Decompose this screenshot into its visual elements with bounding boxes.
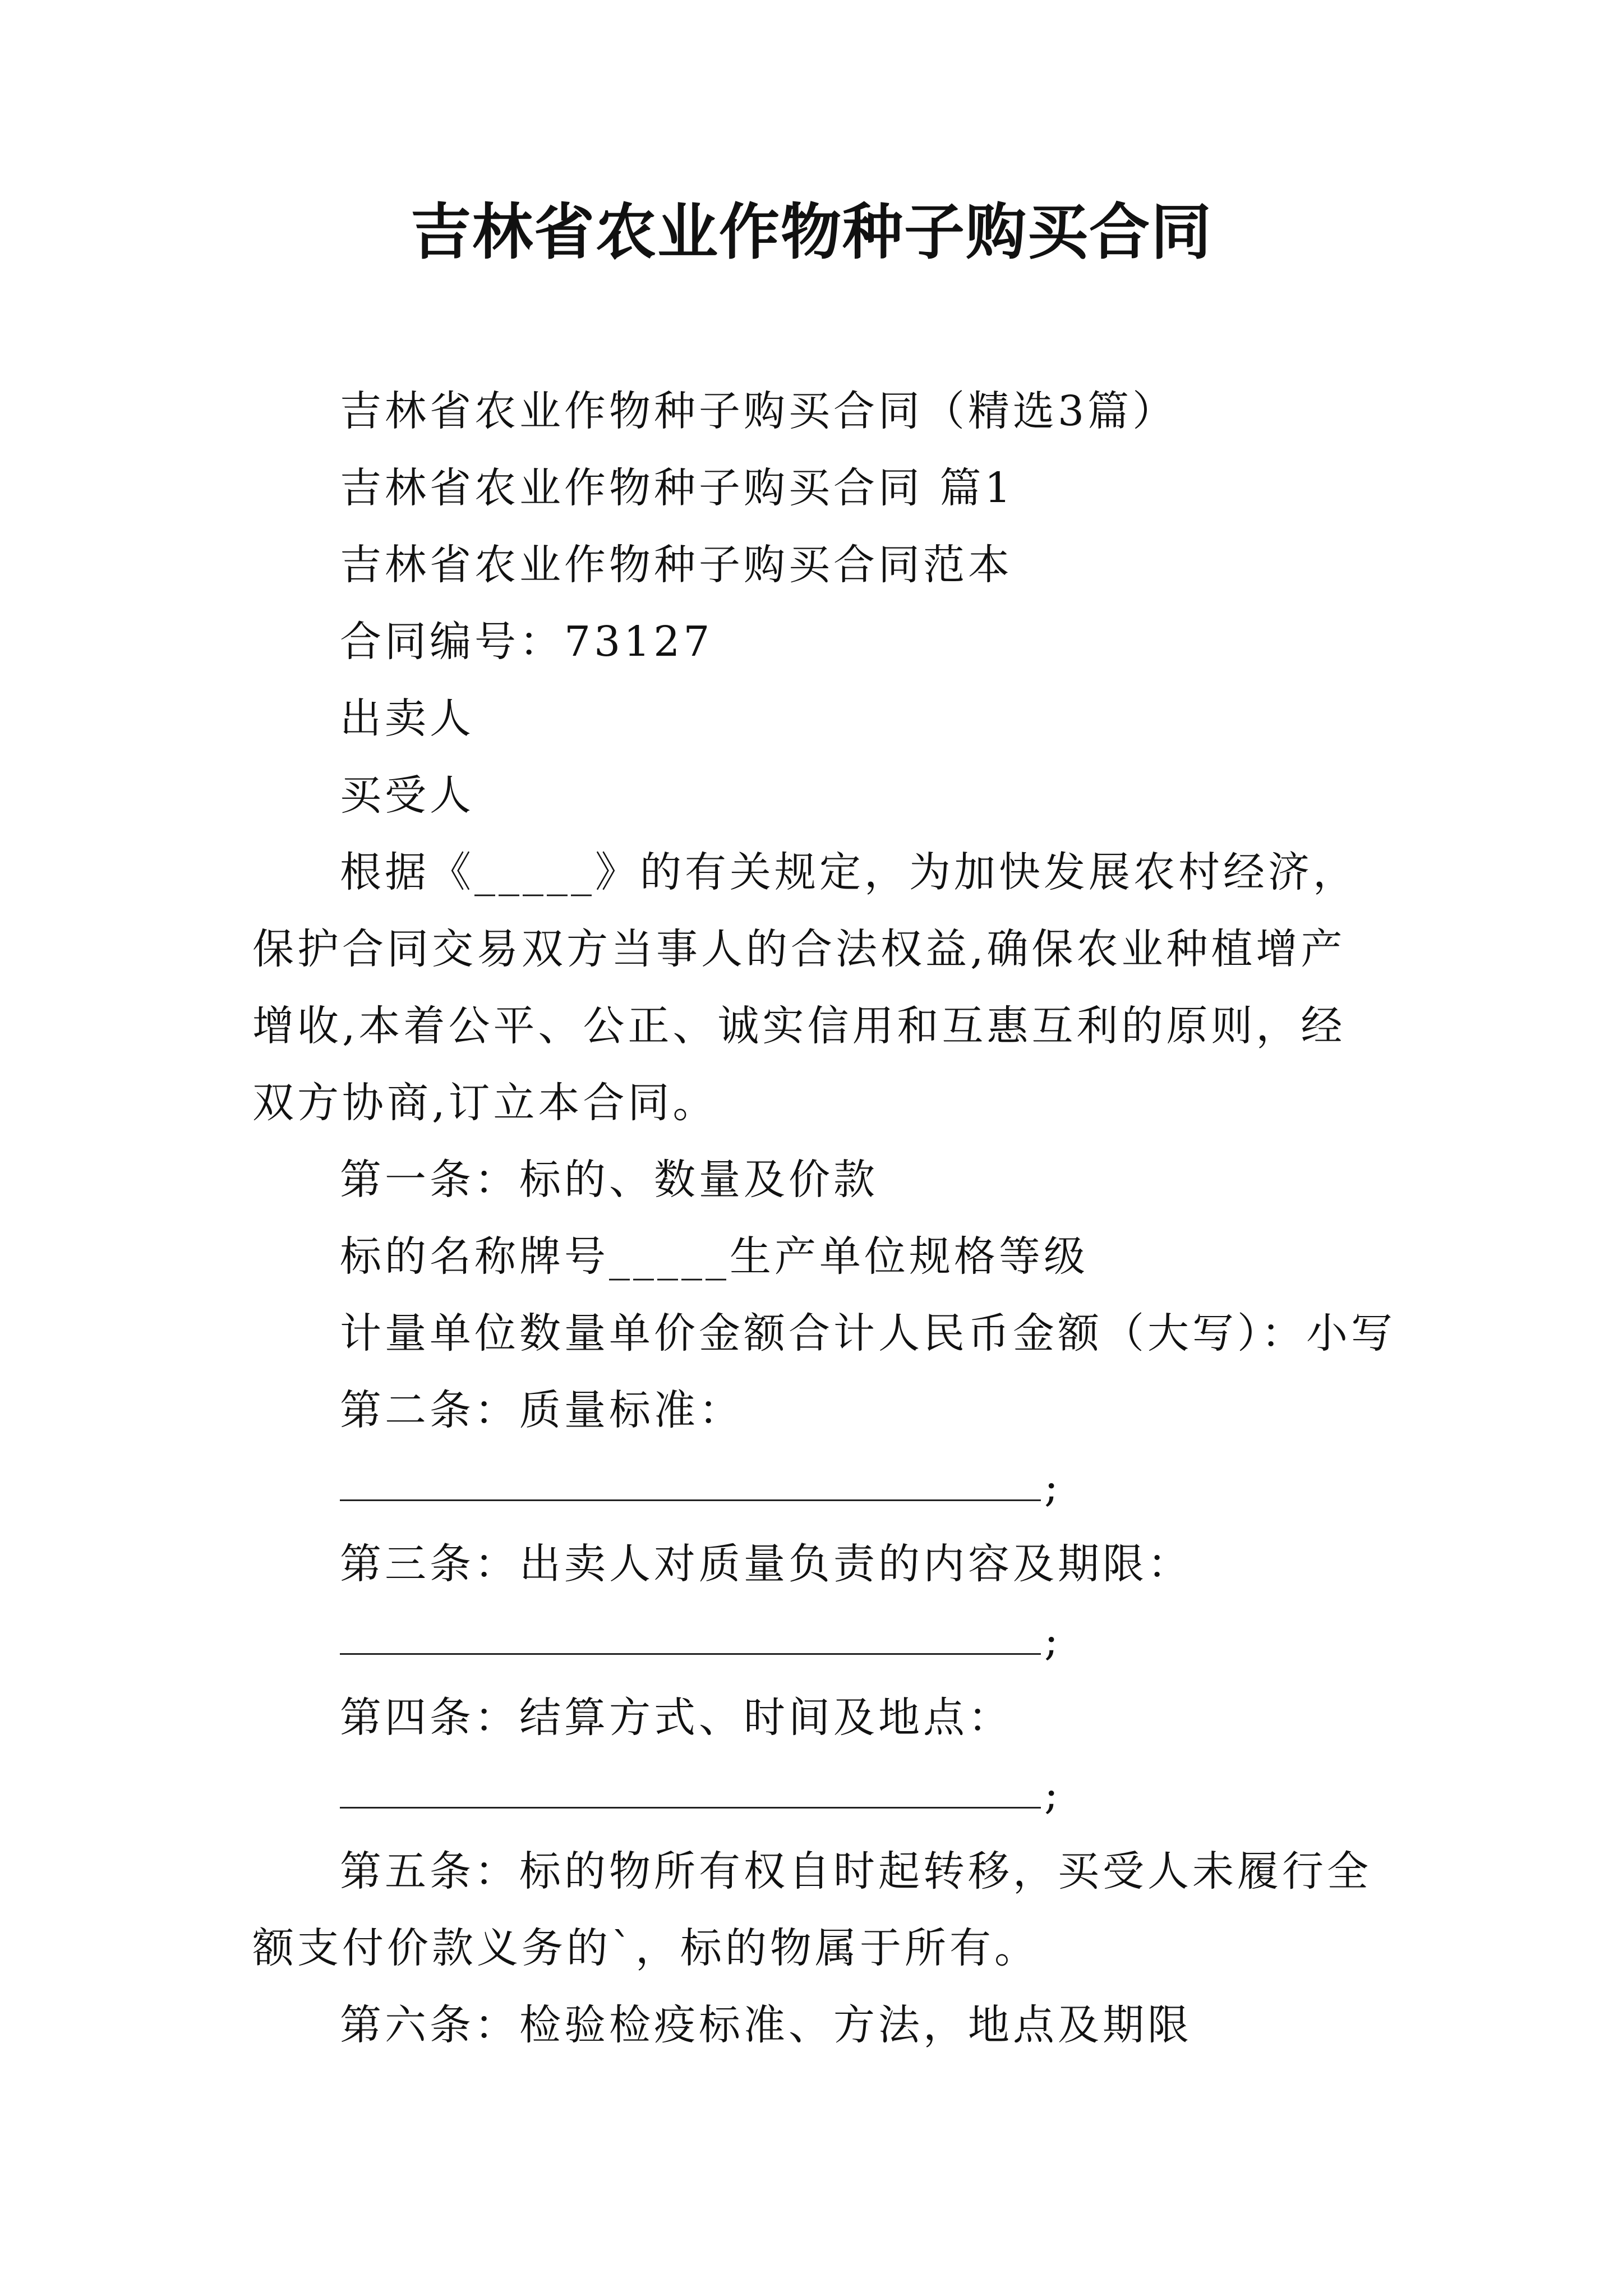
paragraph-template-heading: 吉林省农业作物种子购买合同范本 [340,541,1013,589]
blank-semicolon: ; [1044,1463,1062,1511]
paragraph-subject-fields: 标的名称牌号_____生产单位规格等级 [340,1232,1089,1281]
document-body [252,373,1396,2064]
blank-underline [340,1603,1041,1655]
paragraph-subtitle: 吉林省农业作物种子购买合同（精选3篇） [340,387,1178,435]
paragraph-contract-number: 合同编号：73127 [340,618,713,666]
paragraph-part-heading: 吉林省农业作物种子购买合同 篇1 [340,464,1015,512]
paragraph-article-5: 第五条：标的物所有权自时起转移，买受人未履行全额支付价款义务的`，标的物属于所有。 [252,1847,1372,1972]
paragraph-article-6: 第六条：检验检疫标准、方法，地点及期限 [340,2001,1192,2049]
paragraph-article-1: 第一条：标的、数量及价款 [340,1156,878,1204]
blank-underline [340,1449,1041,1501]
blank-semicolon: ; [1044,1617,1062,1665]
fill-in-line-article-3 [252,1603,1385,1680]
paragraph-amount-fields: 计量单位数量单价金额合计人民币金额（大写）：小写 [340,1309,1396,1358]
document-title: 吉林省农业作物种子购买合同 [410,197,1212,268]
paragraph-buyer: 买受人 [340,771,474,820]
paragraph-preamble: 根据《_____》的有关规定，为加快发展农村经济，保护合同交易双方当事人的合法权益,确保农业种植增产增收,本着公平、公正、诚实信用和互惠互利的原则，经双方协商,订立本合同。 [252,848,1358,1127]
paragraph-seller: 出卖人 [340,694,474,743]
fill-in-line-article-2 [252,1449,1385,1526]
blank-semicolon: ; [1044,1770,1062,1819]
paragraph-article-4: 第四条：结算方式、时间及地点： [340,1694,1013,1742]
blank-underline [340,1756,1041,1809]
fill-in-line-article-4 [252,1756,1385,1833]
paragraph-article-3: 第三条：出卖人对质量负责的内容及期限： [340,1540,1192,1588]
paragraph-article-2: 第二条：质量标准： [340,1386,744,1434]
